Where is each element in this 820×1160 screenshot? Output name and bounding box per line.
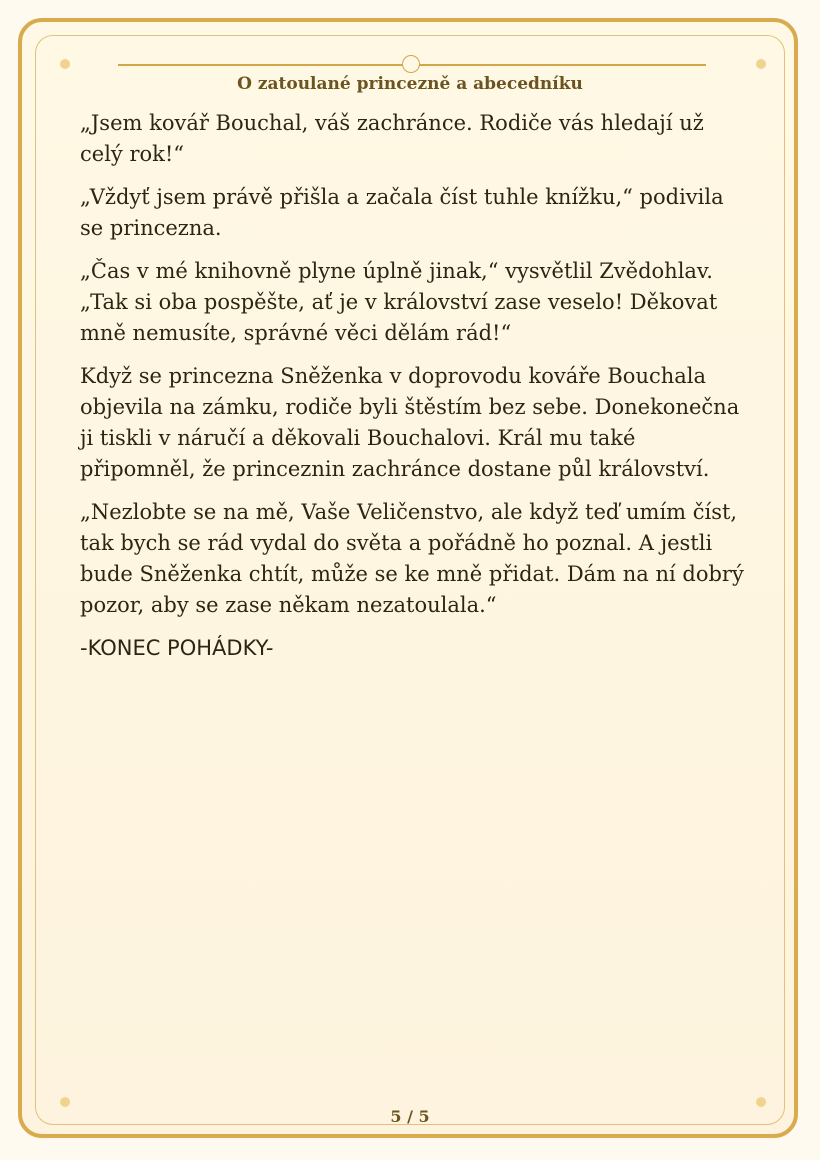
corner-ornament-bottom-right [756,1097,766,1107]
corner-ornament-top-left [60,59,70,69]
paragraph: „Jsem kovář Bouchal, váš zachránce. Rodiče vás hledají už celý rok!“ [80,111,704,166]
end-mark: -KONEC POHÁDKY- [80,636,274,660]
header-ring-ornament [402,55,420,73]
running-title: O zatoulané princezně a abecedníku [237,74,583,94]
book-page [18,18,798,1138]
paragraph: „Čas v mé knihovně plyne úplně jinak,“ vysvětlil Zvědohlav. „Tak si oba pospěšte, ať je v království zase veselo! Děkovat mně nemusíte, správné věci dělám rád!“ [80,259,718,345]
paragraph: Když se princezna Sněženka v doprovodu kováře Bouchala objevila na zámku, rodiče byli štěstím bez sebe. Donekonečna ji tiskli v náručí a děkovali Bouchalovi. Král mu také připomněl, že princeznin zachránce dostane půl království. [80,364,740,481]
page-number: 5 / 5 [390,1107,430,1126]
paragraph: „Nezlobte se na mě, Vaše Veličenstvo, ale když teď umím číst, tak bych se rád vydal do světa a pořádně ho poznal. A jestli bude Sněženka chtít, může se ke mně přidat. Dám na ní dobrý pozor, aby se zase někam nezatoulala.“ [80,500,744,617]
corner-ornament-bottom-left [60,1097,70,1107]
corner-ornament-top-right [756,59,766,69]
paragraph: „Vždyť jsem právě přišla a začala číst tuhle knížku,“ podivila se princezna. [80,185,724,240]
story-text [80,108,752,676]
